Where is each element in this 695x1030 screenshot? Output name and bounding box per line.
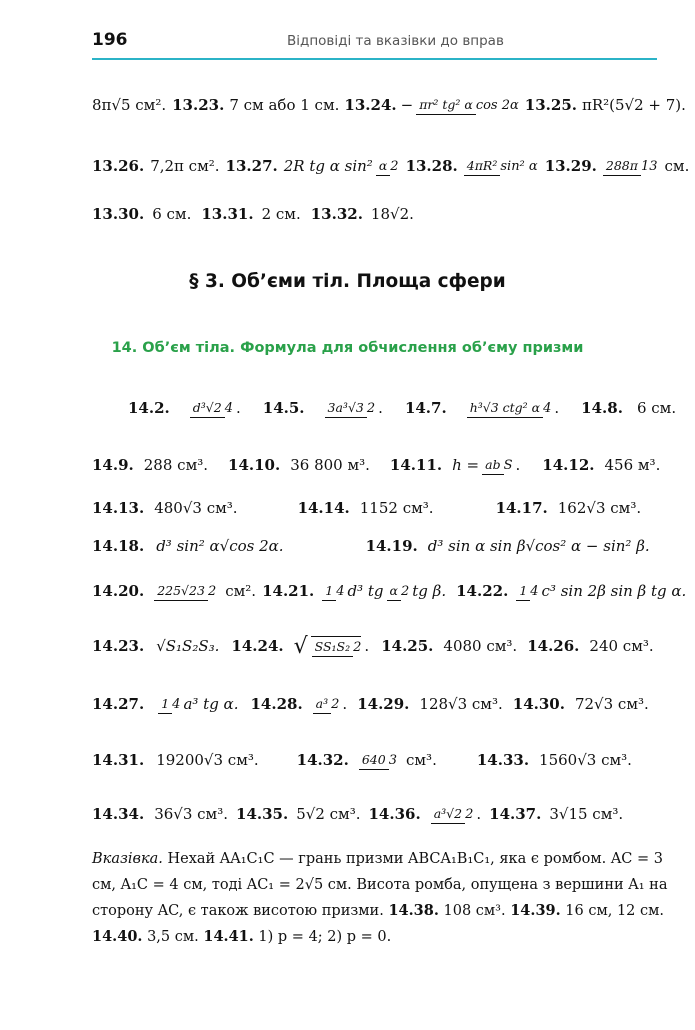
- answer-value: см².: [225, 582, 257, 600]
- answer-row: 14.27. 1 4 a³ tg α. 14.28. a³ 2 . 14.29. 128√3 см³. 14.30. 72√3 см³.: [92, 695, 649, 713]
- answer-number: 14.21.: [262, 582, 315, 600]
- answer-value: см.: [664, 157, 690, 175]
- answer-value: 3,5 см.: [147, 929, 199, 945]
- subsection-title: 14. Об’єм тіла. Формула для обчислення об’єму призми: [111, 340, 584, 356]
- section-title: § 3. Об’єми тіл. Площа сфери: [189, 271, 506, 292]
- answer-number: 14.28.: [250, 695, 303, 713]
- answer-row: 14.23. √S₁S₂S₃. 14.24. √ SS₁S₂ 2 . 14.25. 4080 см³. 14.26. 240 см³.: [92, 633, 654, 659]
- answer-number: 13.24.: [344, 96, 397, 114]
- answer-number: 14.20.: [92, 582, 145, 600]
- answer-value: 4080 см³.: [443, 637, 518, 655]
- answer-number: 14.13.: [92, 499, 145, 517]
- answer-value: 19200√3 см³.: [156, 751, 259, 769]
- answer-number: 14.14.: [297, 499, 350, 517]
- answer-number: 14.36.: [368, 805, 421, 823]
- answer-number: 14.2.: [128, 399, 170, 417]
- fraction: 4πR² sin² α: [464, 156, 538, 176]
- answer-number: 13.30.: [92, 205, 145, 223]
- fraction: 1 4: [516, 581, 538, 601]
- answer-value: c³ sin 2β sin β tg α.: [541, 582, 687, 600]
- answer-number: 14.33.: [476, 751, 530, 769]
- page-number: 196: [92, 30, 128, 50]
- answer-number: 14.29.: [357, 695, 410, 713]
- fraction: a³ 2: [313, 694, 340, 714]
- hint-label: Вказівка.: [92, 851, 163, 867]
- answer-number: 13.28.: [405, 157, 458, 175]
- answer-number: 14.31.: [92, 751, 145, 769]
- answer-value: 36√3 см³.: [154, 805, 229, 823]
- answer-number: 13.32.: [310, 205, 363, 223]
- answer-value: 288 см³.: [143, 456, 209, 474]
- answer-value: 16 см, 12 см.: [565, 903, 665, 919]
- answer-number: 14.18.: [92, 537, 145, 555]
- answer-value: d³ sin² α√cos 2α.: [156, 537, 284, 555]
- fraction: a³√2 2: [431, 804, 474, 824]
- answer-value: d³ sin α sin β√cos² α − sin² β.: [427, 537, 650, 555]
- answer-row: 14.2. d³√2 4 . 14.5. 3a³√3 2 . 14.7. h³√3 ctg² α 4 . 14.8. 6 см.: [128, 399, 677, 417]
- answer-number: 14.7.: [404, 399, 447, 417]
- answer-number: 14.23.: [92, 637, 145, 655]
- answer-value: 6 см.: [152, 205, 192, 223]
- fraction: α 2: [376, 156, 399, 176]
- fraction: 225√23 2: [154, 581, 216, 601]
- answer-number: 14.11.: [389, 456, 443, 474]
- answer-number: 13.27.: [225, 157, 278, 175]
- answer-value: 7 см або 1 см.: [229, 96, 340, 114]
- answer-value: 7,2π см².: [150, 157, 220, 175]
- answer-value: 108 см³.: [443, 903, 506, 919]
- fraction: πr² tg² α cos 2α: [416, 95, 519, 115]
- answer-value: 456 м³.: [604, 456, 661, 474]
- answer-row: 14.9. 288 см³. 14.10. 36 800 м³. 14.11. h = ab S . 14.12. 456 м³.: [92, 456, 661, 474]
- fraction: d³√2 4: [190, 398, 233, 418]
- answer-number: 14.35.: [236, 805, 289, 823]
- answer-number: 14.41.: [203, 928, 254, 945]
- answer-row: [92, 738, 692, 782]
- answer-value: a³ tg α.: [183, 695, 239, 713]
- fraction: h³√3 ctg² α 4: [467, 398, 552, 418]
- fraction: SS₁S₂ 2: [311, 636, 362, 657]
- answer-number: 13.26.: [92, 157, 145, 175]
- hint-paragraph: [92, 846, 682, 950]
- answer-value: 72√3 см³.: [574, 695, 649, 713]
- answer-number: 14.9.: [92, 456, 134, 474]
- answer-number: 14.27.: [92, 695, 145, 713]
- answer-number: 14.25.: [381, 637, 434, 655]
- answer-number: 14.5.: [262, 399, 305, 417]
- answer-value: 480√3 см³.: [154, 499, 238, 517]
- answer-number: 14.10.: [228, 456, 281, 474]
- answer-value: d³ tg: [347, 582, 384, 600]
- answer-line-2: [92, 146, 692, 186]
- answer-value: 2R tg α sin²: [283, 157, 373, 175]
- answer-value: 3√15 см³.: [549, 805, 624, 823]
- answer-value: 8π√5 см².: [92, 96, 167, 114]
- answer-row: 14.34. 36√3 см³. 14.35. 5√2 см³. 14.36. a³√2 2 . 14.37. 3√15 см³.: [92, 805, 624, 823]
- answer-value: h =: [452, 456, 480, 474]
- answer-number: 14.34.: [92, 805, 145, 823]
- answer-number: 14.40.: [92, 928, 143, 945]
- answer-line-1: 8π√5 см². 13.23. 7 см або 1 см. 13.24. − πr² tg² α cos 2α 13.25. πR²(5√2 + 7).: [92, 96, 686, 114]
- fraction: ab S: [482, 455, 512, 475]
- answer-number: 14.30.: [512, 695, 565, 713]
- answer-number: 13.23.: [172, 96, 225, 114]
- hint-text: Нехай AA₁C₁C — грань призми ABCA₁B₁C₁, яка є ромбом. AC = 3 см, A₁C = 4 см, тоді AC₁ = 2√5 см. Висота ромба, опущена з вершини A₁ на сторону AC, є також висотою призми.: [92, 851, 668, 919]
- answer-line-3: [92, 203, 692, 225]
- answer-number: 14.19.: [365, 537, 418, 555]
- answer-value: 240 см³.: [589, 637, 654, 655]
- answer-row: [92, 497, 692, 519]
- answer-value: 128√3 см³.: [419, 695, 503, 713]
- answer-value: 1152 см³.: [359, 499, 434, 517]
- fraction: 1 4: [158, 694, 180, 714]
- answer-number: 13.25.: [524, 96, 577, 114]
- answer-number: 14.26.: [527, 637, 580, 655]
- answer-number: 13.29.: [544, 157, 597, 175]
- answer-number: 14.12.: [542, 456, 595, 474]
- answer-number: 14.22.: [456, 582, 509, 600]
- running-title: Відповіді та вказівки до вправ: [287, 33, 504, 49]
- answer-row: [92, 535, 692, 557]
- fraction: 1 4: [322, 581, 344, 601]
- answer-number: 14.38.: [388, 902, 439, 919]
- answer-value: 1560√3 см³.: [539, 751, 632, 769]
- answer-number: 14.39.: [510, 902, 561, 919]
- answer-number: 13.31.: [201, 205, 254, 223]
- answer-value: tg β.: [412, 582, 447, 600]
- answer-value: см³.: [405, 751, 437, 769]
- header-rule: [92, 58, 657, 60]
- fraction: α 2: [387, 581, 410, 601]
- answer-value: 18√2.: [370, 205, 414, 223]
- fraction: 3a³√3 2: [325, 398, 376, 418]
- answer-value: 36 800 м³.: [290, 456, 370, 474]
- answer-value: √S₁S₂S₃.: [156, 637, 220, 655]
- fraction: 288π 13: [603, 156, 658, 176]
- answer-value: 6 см.: [636, 399, 677, 417]
- answer-number: 14.32.: [296, 751, 349, 769]
- answer-value: 2 см.: [261, 205, 301, 223]
- answer-number: 14.37.: [489, 805, 542, 823]
- answer-row: [92, 568, 692, 614]
- answer-number: 14.17.: [495, 499, 548, 517]
- answer-number: 14.24.: [231, 637, 284, 655]
- answer-value: 5√2 см³.: [296, 805, 361, 823]
- page-header: [92, 30, 652, 54]
- answer-value: 162√3 см³.: [557, 499, 642, 517]
- fraction: 640 3: [359, 750, 397, 770]
- answer-value: 1) p = 4; 2) p = 0.: [258, 929, 392, 945]
- answer-number: 14.8.: [581, 399, 623, 417]
- answer-value: πR²(5√2 + 7).: [582, 96, 686, 114]
